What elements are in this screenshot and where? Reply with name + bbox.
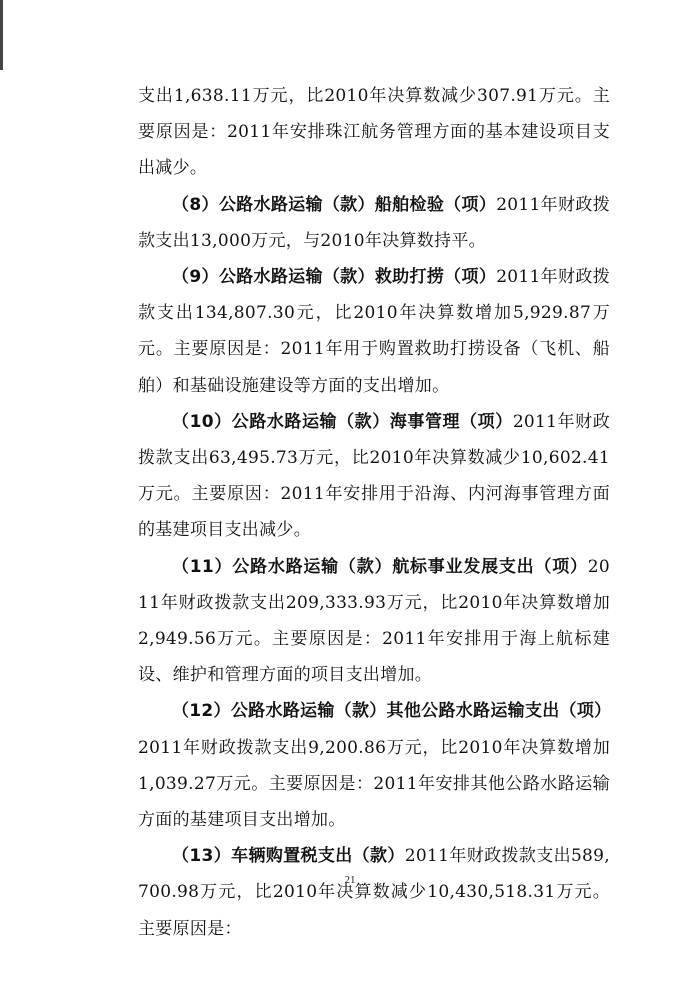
paragraph-vehicle-purchase-tax [138,838,610,947]
paragraph-heading: （12）公路水路运输（款）其他公路水路运输支出（项） [172,701,612,722]
paragraph-text: 支出1,638.11万元，比2010年决算数减少307.91万元。主要原因是：2011年安排珠江航务管理方面的基本建设项目支出减少。 [138,86,610,179]
paragraph-continued [138,78,610,187]
paragraph-heading: （8）公路水路运输（款）船舶检验（项） [172,194,497,215]
paragraph-text: 2011年财政拨款支出209,333.93万元，比2010年决算数增加2,949.56万元。主要原因是：2011年安排用于海上航标建设、维护和管理方面的项目支出增加。 [138,556,610,686]
paragraph-text: 2011年财政拨款支出134,807.30元，比2010年决算数增加5,929.87万元。主要原因是：2011年用于购置救助打捞设备（飞机、船舶）和基础设施建设等方面的支出增加。 [138,267,610,396]
document-body [138,78,610,947]
scan-edge-mark [0,0,3,70]
paragraph-heading: （11）公路水路运输（款）航标事业发展支出（项） [172,556,588,577]
paragraph-rescue-salvage [138,259,610,404]
paragraph-heading: （10）公路水路运输（款）海事管理（项） [172,411,513,432]
paragraph-heading: （9）公路水路运输（款）救助打捞（项） [172,267,497,288]
paragraph-other-transport [138,693,610,838]
paragraph-maritime-management [138,404,610,549]
paragraph-text: 2011年财政拨款支出9,200.86万元，比2010年决算数增加1,039.27万元。主要原因是：2011年安排其他公路水路运输方面的基建项目支出增加。 [138,737,610,831]
paragraph-heading: （13）车辆购置税支出（款） [172,846,405,867]
paragraph-text: 2011年财政拨款支出589,700.98万元，比2010年决算数减少10,430,518.31万元。主要原因是： [138,846,610,939]
paragraph-ship-inspection [138,187,610,259]
paragraph-navigation-marks [138,549,610,694]
paragraph-text: 2011年财政拨款支出13,000万元，与2010年决算数持平。 [138,194,610,251]
page-number: 21 [344,874,356,886]
paragraph-text: 2011年财政拨款支出63,495.73万元，比2010年决算数减少10,602.41万元。主要原因：2011年安排用于沿海、内河海事管理方面的基建项目支出减少。 [138,411,610,541]
